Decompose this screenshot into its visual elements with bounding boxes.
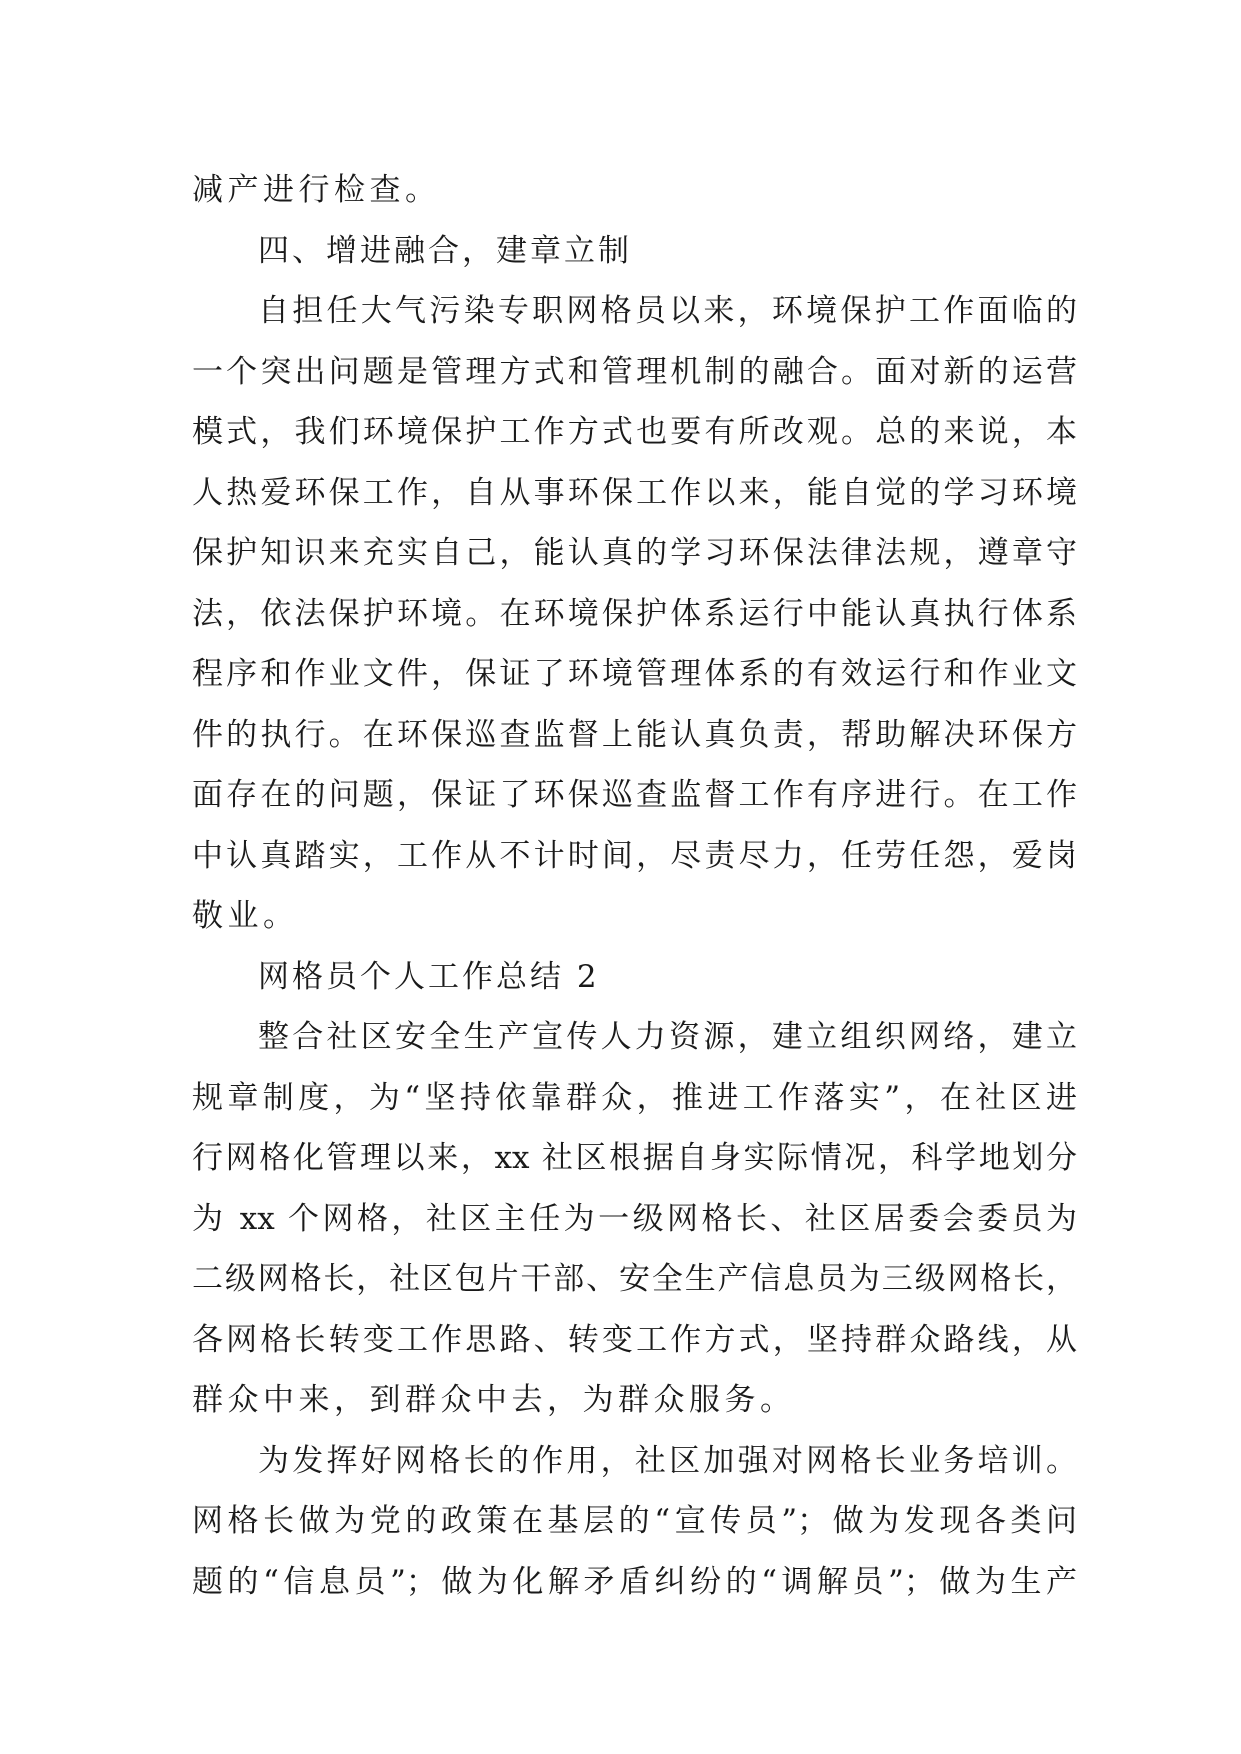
text-line: 整合社区安全生产宣传人力资源，建立组织网络，建立 xyxy=(258,1019,1077,1055)
text-line: 各网格长转变工作思路、转变工作方式，坚持群众路线，从 xyxy=(192,1321,1077,1358)
text-line: 法，依法保护环境。在环境保护体系运行中能认真执行体系 xyxy=(192,595,1077,632)
section-heading: 四、增进融合，建章立制 xyxy=(258,232,632,269)
text-line: 规章制度，为“坚持依靠群众，推进工作落实”，在社区进 xyxy=(192,1079,1077,1116)
text-line: 模式，我们环境保护工作方式也要有所改观。总的来说，本 xyxy=(192,414,1077,450)
text-line: 自担任大气污染专职网格员以来，环境保护工作面临的 xyxy=(258,293,1077,329)
text-line: 减产进行检查。 xyxy=(192,172,441,208)
text-line: 一个突出问题是管理方式和管理机制的融合。面对新的运营 xyxy=(192,353,1077,390)
text-line: 中认真踏实，工作从不计时间，尽责尽力，任劳任怨，爱岗 xyxy=(192,837,1077,874)
text-line: 保护知识来充实自己，能认真的学习环保法律法规，遵章守 xyxy=(192,535,1077,571)
text-line: 为 xx 个网格，社区主任为一级网格长、社区居委会委员为 xyxy=(192,1200,1077,1237)
text-line: 面存在的问题，保证了环保巡查监督工作有序进行。在工作 xyxy=(192,777,1077,813)
text-line: 群众中来，到群众中去，为群众服务。 xyxy=(192,1382,796,1418)
text-line: 程序和作业文件，保证了环境管理体系的有效运行和作业文 xyxy=(192,656,1077,692)
text-line: 为发挥好网格长的作用，社区加强对网格长业务培训。 xyxy=(258,1442,1077,1479)
text-line: 件的执行。在环保巡查监督上能认真负责，帮助解决环保方 xyxy=(192,716,1077,753)
text-line: 行网格化管理以来，xx 社区根据自身实际情况，科学地划分 xyxy=(192,1140,1077,1176)
text-line: 网格长做为党的政策在基层的“宣传员”；做为发现各类问 xyxy=(192,1503,1077,1539)
text-line: 题的“信息员”；做为化解矛盾纠纷的“调解员”；做为生产 xyxy=(192,1563,1077,1600)
text-line: 二级网格长，社区包片干部、安全生产信息员为三级网格长， xyxy=(192,1261,1077,1297)
document-body xyxy=(192,160,1077,1612)
section-heading: 网格员个人工作总结 2 xyxy=(258,958,600,995)
text-line: 人热爱环保工作，自从事环保工作以来，能自觉的学习环境 xyxy=(192,474,1077,511)
text-line: 敬业。 xyxy=(192,898,299,934)
